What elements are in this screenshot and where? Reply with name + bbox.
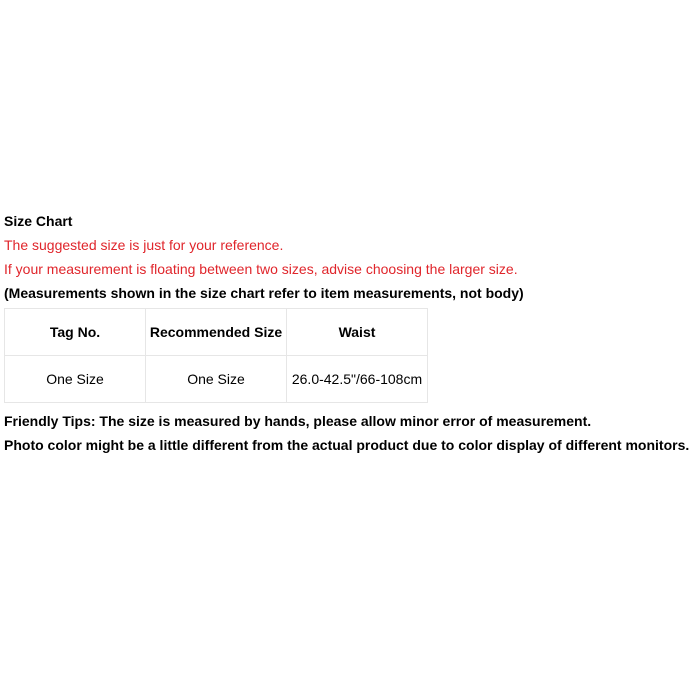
- cell-recommended-size: One Size: [146, 356, 287, 403]
- cell-tag-no: One Size: [5, 356, 146, 403]
- cell-waist: 26.0-42.5"/66-108cm: [287, 356, 428, 403]
- friendly-tips: Friendly Tips: The size is measured by hands, please allow minor error of measurement.: [4, 413, 592, 429]
- table-header-row: [5, 309, 428, 356]
- reference-note: The suggested size is just for your reference.: [4, 237, 284, 253]
- size-chart-section: [4, 209, 700, 457]
- size-table: [4, 308, 428, 403]
- header-tag-no: Tag No.: [5, 309, 146, 356]
- size-chart-title: Size Chart: [4, 213, 73, 229]
- measurement-note: (Measurements shown in the size chart refer to item measurements, not body): [4, 285, 524, 301]
- header-waist: Waist: [287, 309, 428, 356]
- header-recommended-size: Recommended Size: [146, 309, 287, 356]
- photo-color-tip: Photo color might be a little different from the actual product due to color display of different monitors.: [4, 437, 690, 453]
- larger-size-advice: If your measurement is floating between two sizes, advise choosing the larger size.: [4, 261, 518, 277]
- table-row: [5, 356, 428, 403]
